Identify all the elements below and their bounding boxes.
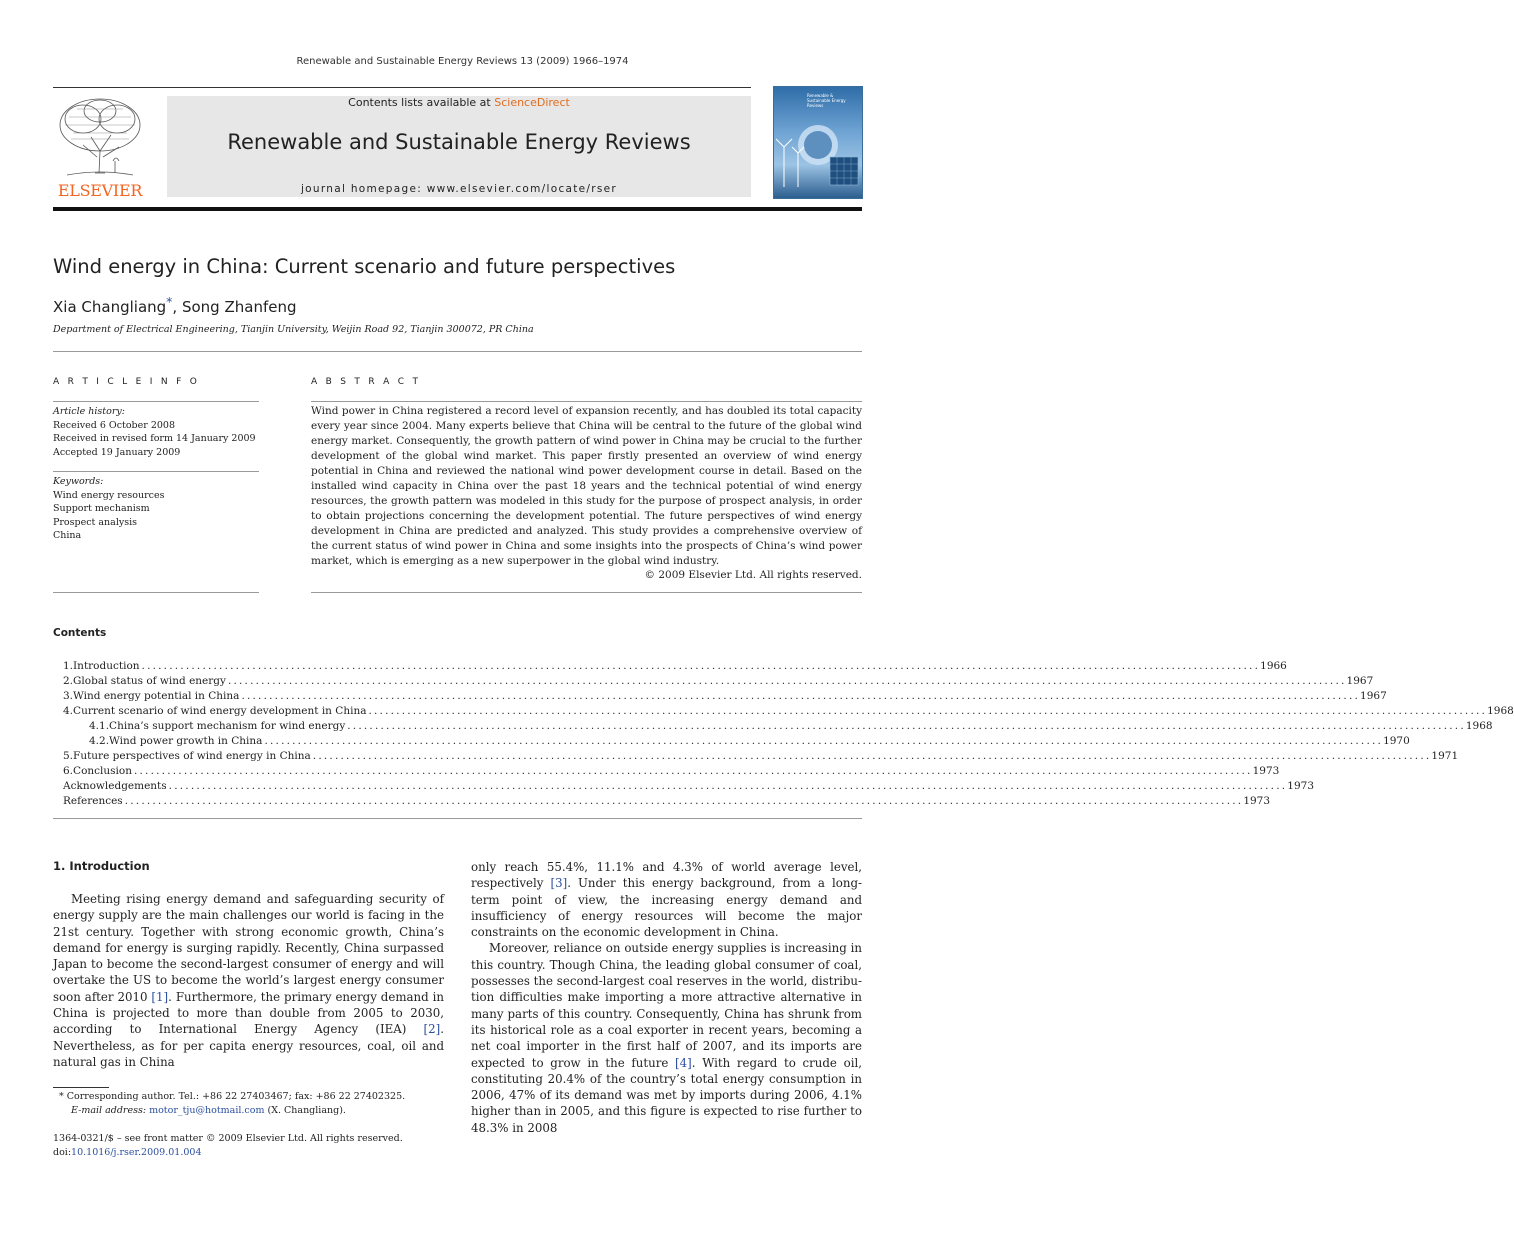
journal-title: Renewable and Sustainable Energy Reviews: [227, 130, 691, 154]
article-info-heading: A R T I C L E I N F O: [53, 377, 200, 387]
toc-number: 3.: [63, 690, 74, 702]
toc-leader-dots: ..........................................................................................................................................................................................................: [264, 735, 1384, 747]
citation-link[interactable]: [3]: [550, 876, 568, 891]
revised-date: Received in revised form 14 January 2009: [53, 433, 256, 444]
toc-page: 1967: [1346, 675, 1374, 687]
toc-page: 1973: [1243, 795, 1271, 807]
keyword-item: Prospect analysis: [53, 516, 138, 528]
citation-link[interactable]: [1]: [151, 989, 169, 1004]
corresponding-author-mark[interactable]: *: [166, 294, 173, 309]
keywords-rule: [53, 471, 259, 472]
journal-cover-image: [773, 86, 863, 199]
toc-number: 6.: [63, 765, 74, 777]
article-info-bottom-rule: [53, 592, 259, 593]
footnote-text: Corresponding author. Tel.: +86 22 27403467; fax: +86 22 27402325.: [63, 1091, 406, 1102]
toc-number: 4.1.: [89, 720, 110, 732]
toc-entry[interactable]: [63, 704, 1514, 719]
contents-available-text: Contents lists available at: [348, 96, 495, 109]
toc-subentry[interactable]: [63, 719, 1493, 734]
toc-leader-dots: ..........................................................................................................................................................................................................: [133, 765, 1253, 777]
publisher-wordmark: ELSEVIER: [57, 181, 143, 200]
author-1: Xia Changliang: [53, 298, 167, 316]
toc-page: 1966: [1260, 660, 1287, 672]
toc-label: Conclusion: [73, 765, 132, 777]
toc-entry[interactable]: [63, 674, 1374, 689]
author-list: [53, 294, 296, 316]
body-text: Meeting rising energy demand and safeguarding security of energy supply are the main challenges our world is facing in the 21st century. Together with strong economic growth, China’s demand for energy is surging rapidly. Recently, China surpassed Japan to become the second-largest consumer of energy and will overtake the US to become the world’s largest energy consumer soon after 2010: [53, 892, 444, 1004]
abstract-bottom-rule: [311, 592, 862, 593]
toc-label: Wind energy potential in China: [73, 690, 240, 702]
section-1-heading: 1. Introduction: [53, 859, 150, 873]
toc-label: References: [63, 795, 123, 807]
toc-leader-dots: ..........................................................................................................................................................................................................: [312, 750, 1432, 762]
title-divider: [53, 351, 862, 352]
header-rule: [53, 87, 751, 88]
abstract-text: Wind power in China registered a record level of expansion recently, and has doubled its total capacity every year since 2004. Many experts believe that China will be central to the future of the global wind energy market. Consequently, the growth pattern of wind power in China may be crucial to the further development of the global wind market. This paper firstly presented an overview of wind energy potential in China and reviewed the national wind power development course in detail. Based on the installed wind capacity in China over the past 18 years and the technical potential of wind energy resources, the growth pattern was modeled in this study for the purpose of prospect analysis, in order to obtain projections concerning the development potential. The future perspectives of wind energy development in China are predicted and analyzed. This study provides a comprehensive overview of the current status of wind power in China and some insights into the prospects of China’s wind power market, which is emerging as a new superpower in the global wind industry.: [311, 405, 862, 567]
toc-page: 1968: [1487, 705, 1514, 717]
toc-label: China’s support mechanism for wind energy: [109, 720, 346, 732]
toc-entry[interactable]: [63, 689, 1387, 704]
author-separator: ,: [172, 298, 182, 316]
toc-subentry[interactable]: [63, 734, 1410, 749]
toc-number: 4.2.: [89, 735, 110, 747]
sciencedirect-link[interactable]: ScienceDirect: [494, 96, 570, 109]
keyword-item: Support mechanism: [53, 503, 150, 514]
body-right-column: [471, 859, 862, 1136]
toc-entry[interactable]: [63, 764, 1280, 779]
toc-label: Wind power growth in China: [109, 735, 263, 747]
abstract-copyright: © 2009 Elsevier Ltd. All rights reserved.: [644, 569, 862, 581]
body-text: . Nevertheless, as for per capita energy resources, coal, oil and natural gas in China: [53, 1022, 444, 1069]
toc-page: 1967: [1360, 690, 1387, 702]
accepted-date: Accepted 19 January 2009: [53, 446, 181, 458]
toc-page: 1970: [1383, 735, 1410, 747]
doi-line: [53, 1146, 453, 1160]
body-text: only reach 55.4%, 11.1% and 4.3% of world average level, respectively: [471, 860, 862, 891]
toc-leader-dots: ..........................................................................................................................................................................................................: [124, 795, 1244, 807]
toc-leader-dots: ..........................................................................................................................................................................................................: [168, 780, 1288, 792]
keyword-item: China: [53, 530, 82, 541]
toc-label: Current scenario of wind energy development in China: [73, 705, 367, 717]
article-info-rule: [53, 401, 259, 402]
toc-number: 2.: [63, 675, 74, 687]
toc-label: Acknowledgements: [63, 780, 167, 792]
body-text: . Furthermore, the primary energy demand in China is projected to more than double from 2005 to 2030, according to International Energy Agency (IEA): [53, 989, 444, 1037]
footnote-rule: [53, 1087, 109, 1088]
keywords-block: [53, 475, 259, 543]
toc-entry[interactable]: [63, 794, 1271, 809]
journal-homepage[interactable]: journal homepage: www.elsevier.com/locate/rser: [300, 183, 618, 195]
toc-label: Future perspectives of wind energy in China: [73, 750, 311, 762]
body-paragraph: [53, 891, 444, 1070]
toc-label: Introduction: [73, 660, 140, 672]
email-label: E-mail address:: [71, 1104, 150, 1116]
email-suffix: (X. Changliang).: [264, 1104, 346, 1116]
footnote-email-line: [53, 1104, 453, 1118]
contents-heading: Contents: [53, 627, 107, 639]
toc-entry[interactable]: [63, 749, 1459, 764]
author-2: Song Zhanfeng: [181, 298, 297, 316]
keywords-label: Keywords:: [53, 476, 104, 487]
toc-page: 1971: [1431, 750, 1459, 762]
article-history: [53, 405, 259, 459]
article-title: Wind energy in China: Current scenario and future perspectives: [53, 255, 676, 278]
contents-available-line: [167, 96, 751, 109]
received-date: Received 6 October 2008: [53, 419, 175, 431]
footnote: [53, 1090, 453, 1117]
toc-entry[interactable]: [63, 779, 1315, 794]
toc-page: 1973: [1252, 765, 1280, 777]
toc-number: 4.: [63, 705, 74, 717]
issn-line: 1364-0321/$ – see front matter © 2009 Elsevier Ltd. All rights reserved.: [53, 1133, 403, 1144]
issn-block: [53, 1132, 453, 1159]
body-left-column: [53, 891, 444, 1070]
toc-page: 1968: [1465, 720, 1493, 732]
toc-leader-dots: ..........................................................................................................................................................................................................: [347, 720, 1466, 732]
body-text: Moreover, reliance on outside energy supplies is increasing in this country. Though China, the leading global consumer of coal, possesses the second-largest coal reserves in the world, distribu-tion difficulties make importing a more attractive alternative in many parts of this country. Consequently, China has shrunk from its historical role as a coal exporter in recent years, becoming a net coal importer in the first half of 2007, and its imports are expected to grow in the future: [471, 941, 862, 1070]
body-text: . Under this energy background, from a long-term point of view, the increasing energy demand and insufficiency of energy resources will become the major constraints on the economic development in China.: [471, 876, 862, 940]
toc-leader-dots: ..........................................................................................................................................................................................................: [227, 675, 1347, 687]
doi-prefix: doi:: [53, 1146, 72, 1158]
abstract-rule: [311, 401, 862, 402]
toc-page: 1973: [1287, 780, 1315, 792]
keyword-item: Wind energy resources: [53, 489, 165, 501]
contents-bottom-rule: [53, 818, 862, 819]
affiliation: Department of Electrical Engineering, Tianjin University, Weijin Road 92, Tianjin 300072, PR China: [53, 324, 534, 335]
footnote-mark: *: [59, 1091, 64, 1102]
footnote-correspondence: [53, 1090, 453, 1104]
abstract-heading: A B S T R A C T: [311, 377, 421, 387]
running-header: Renewable and Sustainable Energy Reviews 13 (2009) 1966–1974: [296, 56, 629, 67]
toc-entry[interactable]: [63, 659, 1287, 674]
body-paragraph: [471, 859, 862, 940]
citation-link[interactable]: [4]: [675, 1055, 692, 1070]
citation-link[interactable]: [2]: [423, 1022, 441, 1037]
history-label: Article history:: [53, 406, 125, 417]
doi-link[interactable]: 10.1016/j.rser.2009.01.004: [71, 1146, 202, 1158]
cover-title: Renewable & Sustainable Energy Reviews: [807, 93, 846, 108]
email-link[interactable]: motor_tju@hotmail.com: [149, 1104, 265, 1116]
body-text: . With regard to crude oil, constituting 20.4% of the country’s total energy consumption in 2006, 47% of its demand was met by imports during 2006, 4.1% higher than in 2005, and this figure is expected to rise further to 48.3% in 2008: [471, 1055, 862, 1135]
body-paragraph: [471, 940, 862, 1136]
toc-leader-dots: ..........................................................................................................................................................................................................: [141, 660, 1261, 672]
toc-leader-dots: ..........................................................................................................................................................................................................: [368, 705, 1488, 717]
toc-number: 5.: [63, 750, 74, 762]
toc-leader-dots: ..........................................................................................................................................................................................................: [241, 690, 1361, 702]
toc-label: Global status of wind energy: [73, 675, 226, 687]
header-thick-rule: [53, 207, 862, 211]
toc-number: 1.: [63, 660, 74, 672]
